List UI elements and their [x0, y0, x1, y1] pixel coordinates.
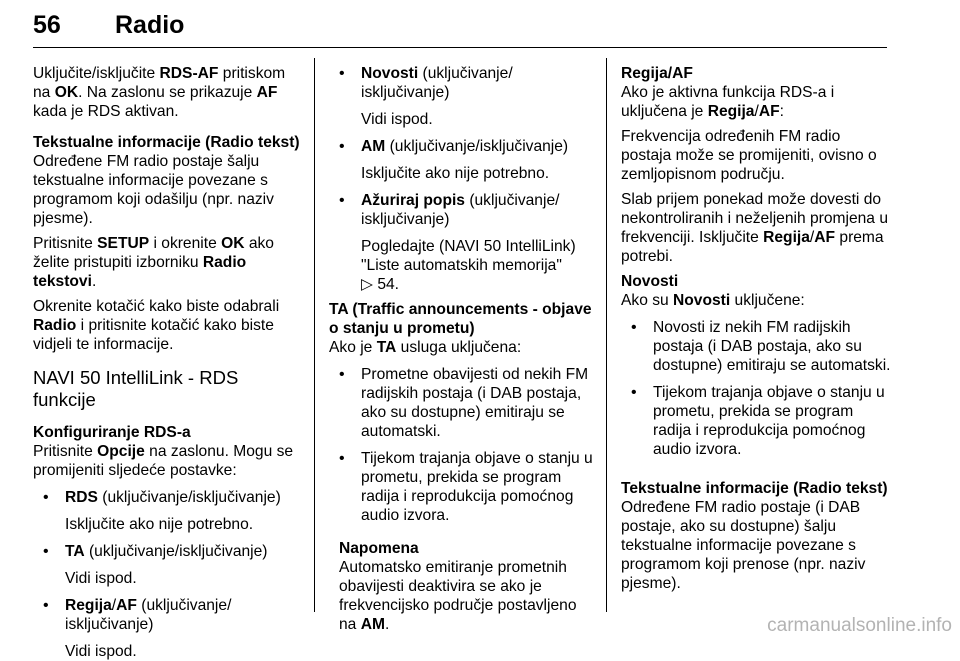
heading-ta: TA (Traffic announcements - objave o stanju u prometu)	[329, 301, 592, 337]
page-reference-link[interactable]: 54.	[373, 276, 400, 293]
list-item-news-note: Vidi ispod.	[361, 111, 433, 128]
column-divider-2	[606, 58, 607, 612]
setup-paragraph: Pritisnite SETUP i okrenite OK ako želite pristupiti izborniku Radio tekstovi.	[33, 235, 274, 290]
page-number: 56	[33, 11, 61, 39]
radio-text-paragraph: Određene FM radio postaje šalju tekstualne informacije povezane s programom koji odašilju (npr. naziv pjesme).	[33, 153, 274, 227]
ta-paragraph: Ako je TA usluga uključena:	[329, 339, 522, 356]
watermark: carmanualsonline.info	[767, 615, 952, 636]
list-item-traffic-2: • Tijekom trajanja objave o stanju u prometu, prekida se program radija i reprodukcija pomoćnog audio izvora.	[329, 449, 597, 525]
list-item-news: • Novosti (uključivanje/ isključivanje)	[329, 64, 597, 102]
region-paragraph-2: Frekvencija određenih FM radio postaja može se promijeniti, ovisno o zemljopisnom području.	[621, 128, 877, 183]
column-3	[621, 64, 891, 599]
list-item-rds-note: Isključite ako nije potrebno.	[65, 516, 254, 533]
heading-note: Napomena	[339, 540, 419, 557]
heading-news: Novosti	[621, 273, 679, 290]
list-item-am: • AM (uključivanje/isključivanje)	[329, 137, 597, 156]
heading-config-rds: Konfiguriranje RDS-a	[33, 424, 191, 441]
list-item-update-note: Pogledajte (NAVI 50 IntelliLink) "Liste automatskih memorija" ▷ 54.	[361, 238, 576, 293]
heading-navi-rds: NAVI 50 IntelliLink - RDS funkcije	[33, 367, 239, 410]
heading-region-af: Regija/AF	[621, 65, 693, 82]
list-item-region-note: Vidi ispod.	[65, 643, 137, 660]
list-item-ta-note: Vidi ispod.	[65, 570, 137, 587]
heading-radio-text: Tekstualne informacije (Radio tekst)	[33, 134, 300, 151]
region-paragraph-1: Ako je aktivna funkcija RDS-a i uključena je Regija/AF:	[621, 84, 835, 120]
column-1	[33, 64, 303, 661]
list-item-news-2: • Tijekom trajanja objave o stanju u prometu, prekida se program radija i reprodukcija pomoćnog audio izvora.	[621, 383, 891, 459]
column-2	[329, 64, 597, 640]
region-paragraph-3: Slab prijem ponekad može dovesti do nekontroliranih i neželjenih promjena u frekvenciji. Isključite Regija/AF prema potrebi.	[621, 191, 888, 265]
list-item-region-af: • Regija/AF (uključivanje/ isključivanje)	[33, 596, 303, 634]
page-title: Radio	[115, 11, 185, 39]
list-item-traffic-1: • Prometne obavijesti od nekih FM radijskih postaja (i DAB postaja, ako su dostupne) emitiraju se automatski.	[329, 365, 597, 441]
page-header	[33, 10, 893, 40]
options-paragraph: Pritisnite Opcije na zaslonu. Mogu se promijeniti sljedeće postavke:	[33, 443, 294, 479]
knob-paragraph: Okrenite kotačić kako biste odabrali Radio i pritisnite kotačić kako biste vidjeli te informacije.	[33, 298, 280, 353]
list-item-ta: • TA (uključivanje/isključivanje)	[33, 542, 303, 561]
page-reference-icon: ▷	[361, 276, 373, 293]
heading-radio-text-2: Tekstualne informacije (Radio tekst)	[621, 480, 888, 497]
rds-af-paragraph: Uključite/isključite RDS-AF pritiskom na OK. Na zaslonu se prikazuje AF kada je RDS aktivan.	[33, 65, 286, 120]
header-divider	[33, 47, 887, 48]
column-divider-1	[314, 58, 315, 612]
list-item-update-list: • Ažuriraj popis (uključivanje/ isključivanje)	[329, 191, 597, 229]
news-paragraph: Ako su Novosti uključene:	[621, 292, 805, 309]
list-item-am-note: Isključite ako nije potrebno.	[361, 165, 550, 182]
list-item-news-1: • Novosti iz nekih FM radijskih postaja (i DAB postaja, ako su dostupne) emitiraju se automatski.	[621, 318, 891, 375]
note-paragraph: Automatsko emitiranje prometnih obavijesti deaktivira se ako je frekvencijsko područje postavljeno na AM.	[339, 559, 577, 633]
radio-text-paragraph-2: Određene FM radio postaje (i DAB postaje, ako su dostupne) šalju tekstualne informacije povezane s programom koji prenose (npr. naziv pjesme).	[621, 499, 866, 592]
list-item-rds: • RDS (uključivanje/isključivanje)	[33, 488, 303, 507]
